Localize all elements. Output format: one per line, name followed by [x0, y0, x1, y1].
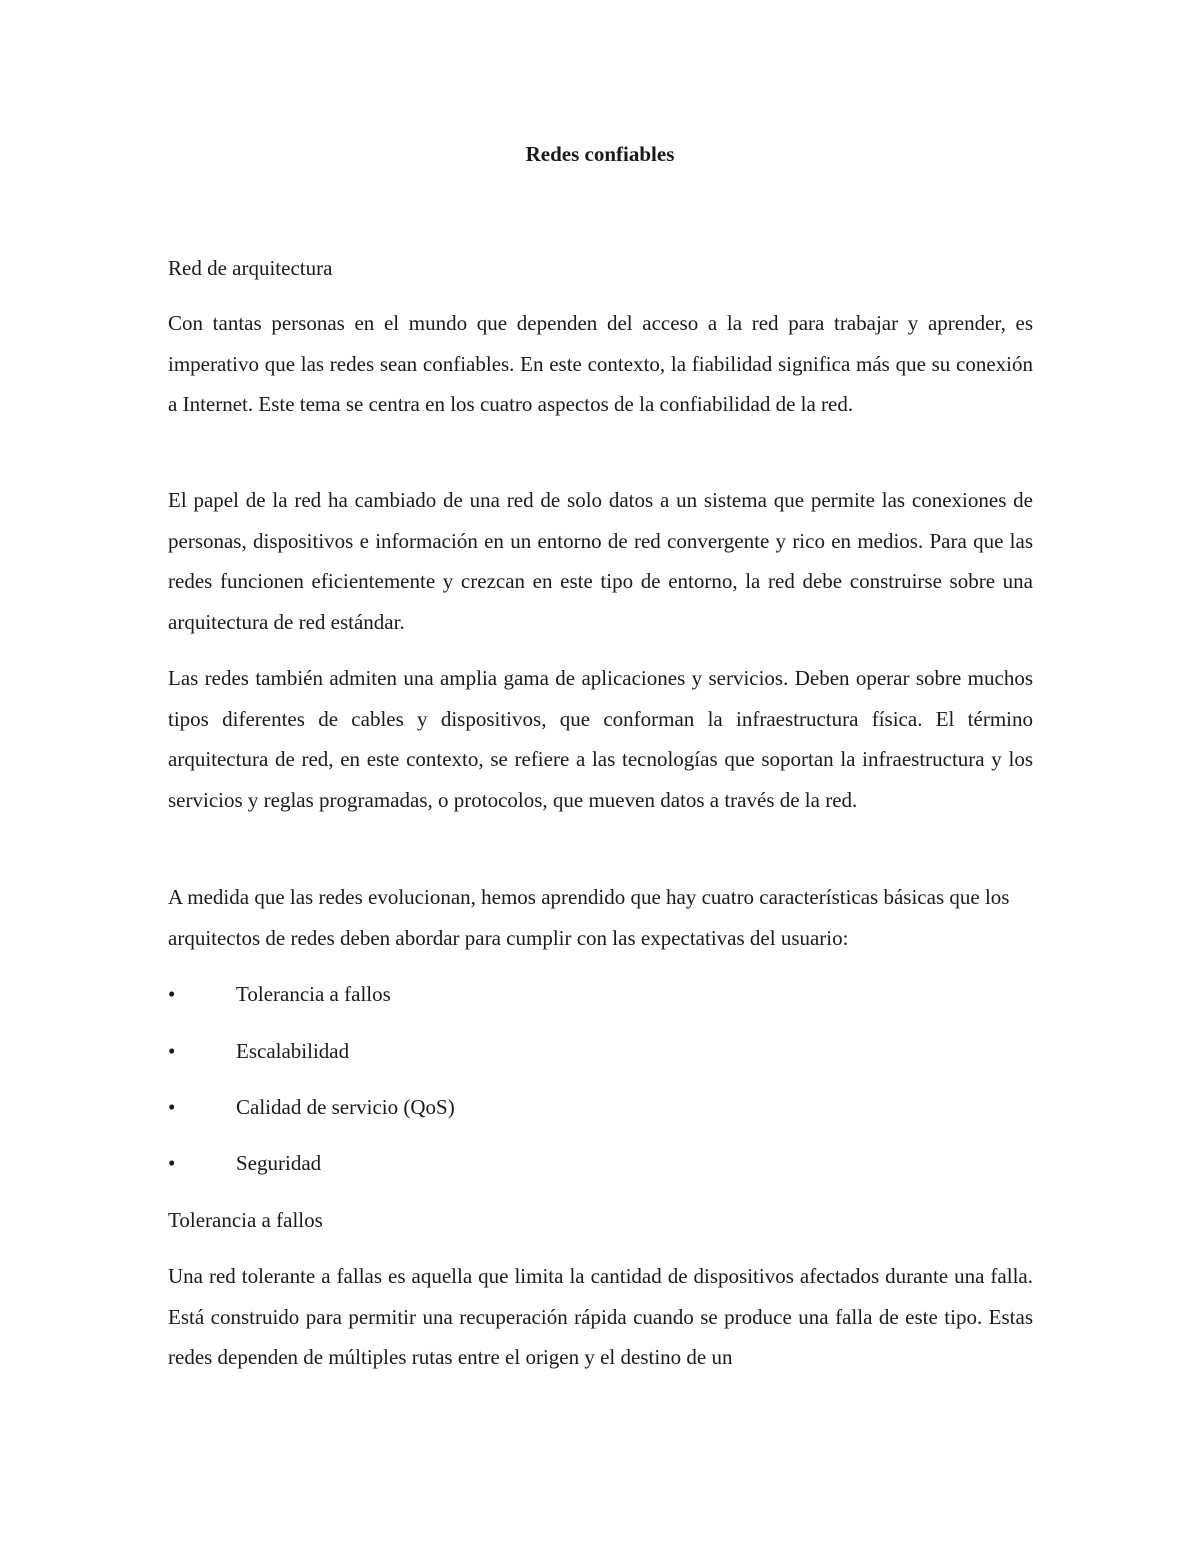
bullet-icon: • [168, 1039, 176, 1063]
paragraph-1: Con tantas personas en el mundo que dependen del acceso a la red para trabajar y aprender, es imperativo que las redes sean confiables. En este contexto, la fiabilidad significa más que su conexión a Internet. Este tema se centra en los cuatro aspectos de la confiabilidad de la red. [168, 311, 1033, 416]
paragraph-4: A medida que las redes evolucionan, hemos aprendido que hay cuatro características básicas que los arquitectos de redes deben abordar para cumplir con las expectativas del usuario: [168, 885, 1010, 950]
bullet-icon: • [168, 982, 176, 1006]
section-heading-red-de-arquitectura: Red de arquitectura [168, 256, 333, 280]
list-item-text: Escalabilidad [236, 1039, 350, 1063]
paragraph-2: El papel de la red ha cambiado de una red de solo datos a un sistema que permite las conexiones de personas, dispositivos e información en un entorno de red convergente y rico en medios. Para que las redes funcionen eficientemente y crezcan en este tipo de entorno, la red debe construirse sobre una arquitectura de red estándar. [168, 488, 1033, 634]
bullet-icon: • [168, 1151, 176, 1175]
list-item-text: Seguridad [236, 1151, 322, 1175]
section-heading-tolerancia-a-fallos: Tolerancia a fallos [168, 1208, 323, 1232]
list-item-text: Tolerancia a fallos [236, 982, 391, 1006]
document-title: Redes confiables [525, 142, 675, 166]
paragraph-3: Las redes también admiten una amplia gama de aplicaciones y servicios. Deben operar sobre muchos tipos diferentes de cables y dispositivos, que conforman la infraestructura física. El término arquitectura de red, en este contexto, se refiere a las tecnologías que soportan la infraestructura y los servicios y reglas programadas, o protocolos, que mueven datos a través de la red. [168, 666, 1033, 812]
list-item-text: Calidad de servicio (QoS) [236, 1095, 455, 1119]
paragraph-5: Una red tolerante a fallas es aquella que limita la cantidad de dispositivos afectados durante una falla. Está construido para permitir una recuperación rápida cuando se produce una falla de este tipo. Estas redes dependen de múltiples rutas entre el origen y el destino de un [168, 1264, 1033, 1369]
bullet-icon: • [168, 1095, 176, 1119]
